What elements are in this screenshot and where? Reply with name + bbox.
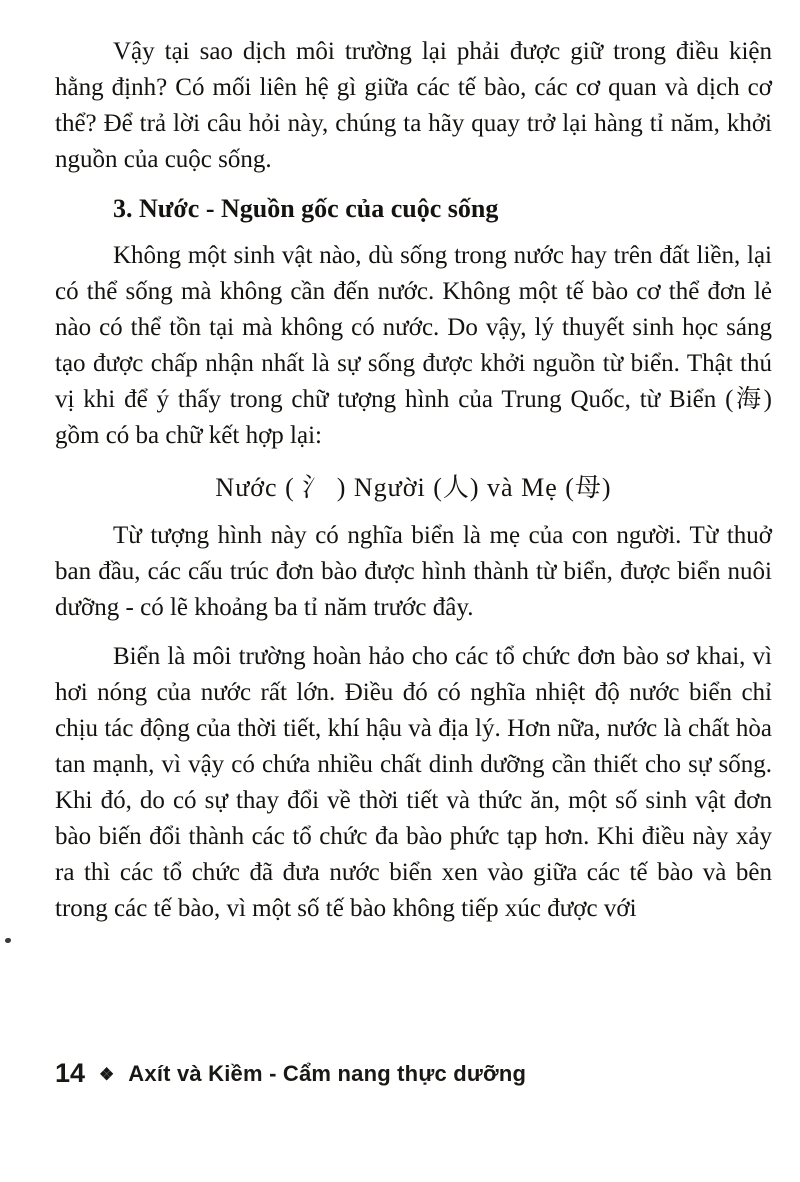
book-page (55, 34, 772, 940)
sea-mother-paragraph: Từ tượng hình này có nghĩa biển là mẹ của con người. Từ thuở ban đầu, các cấu trúc đơn bào được hình thành từ biển, được biển nuôi dưỡng - có lẽ khoảng ba tỉ năm trước đây. (55, 522, 772, 621)
diamond-ornament-icon: ❖ (99, 1064, 115, 1084)
scan-artifact (5, 938, 11, 943)
sea-environment-paragraph: Biển là môi trường hoàn hảo cho các tổ chức đơn bào sơ khai, vì hơi nóng của nước rất lớn. Điều đó có nghĩa nhiệt độ nước biển chỉ chịu tác động của thời tiết, khí hậu và địa lý. Hơn nữa, nước là chất hòa tan mạnh, vì vậy có chứa nhiều chất dinh dưỡng cần thiết cho sự sống. Khi đó, do có sự thay đổi về thời tiết và thức ăn, một số sinh vật đơn bào biến đổi thành các tổ chức đa bào phức tạp hơn. Khi điều này xảy ra thì các tổ chức đã đưa nước biển xen vào giữa các tế bào và bên trong các tế bào, vì một số tế bào không tiếp xúc được với (55, 643, 772, 922)
page-footer (55, 1058, 772, 1089)
intro-paragraph: Vậy tại sao dịch môi trường lại phải được giữ trong điều kiện hằng định? Có mối liên hệ gì giữa các tế bào, các cơ quan và dịch cơ thể? Để trả lời câu hỏi này, chúng ta hãy quay trở lại hàng tỉ năm, khởi nguồn của cuộc sống. (55, 38, 772, 173)
water-origin-paragraph: Không một sinh vật nào, dù sống trong nước hay trên đất liền, lại có thể sống mà không cần đến nước. Không một tế bào cơ thể đơn lẻ nào có thể tồn tại mà không có nước. Do vậy, lý thuyết sinh học sáng tạo được chấp nhận nhất là sự sống được khởi nguồn từ biển. Thật thú vị khi để ý thấy trong chữ tượng hình của Trung Quốc, từ Biển (海) gồm có ba chữ kết hợp lại: (55, 242, 772, 449)
page-number: 14 (55, 1058, 86, 1088)
section-heading: 3. Nước - Nguồn gốc của cuộc sống (113, 194, 499, 223)
hieroglyph-line: Nước ( 氵 ) Người (人) và Mẹ (母) (215, 473, 612, 502)
book-title: Axít và Kiềm - Cẩm nang thực dưỡng (128, 1060, 527, 1086)
